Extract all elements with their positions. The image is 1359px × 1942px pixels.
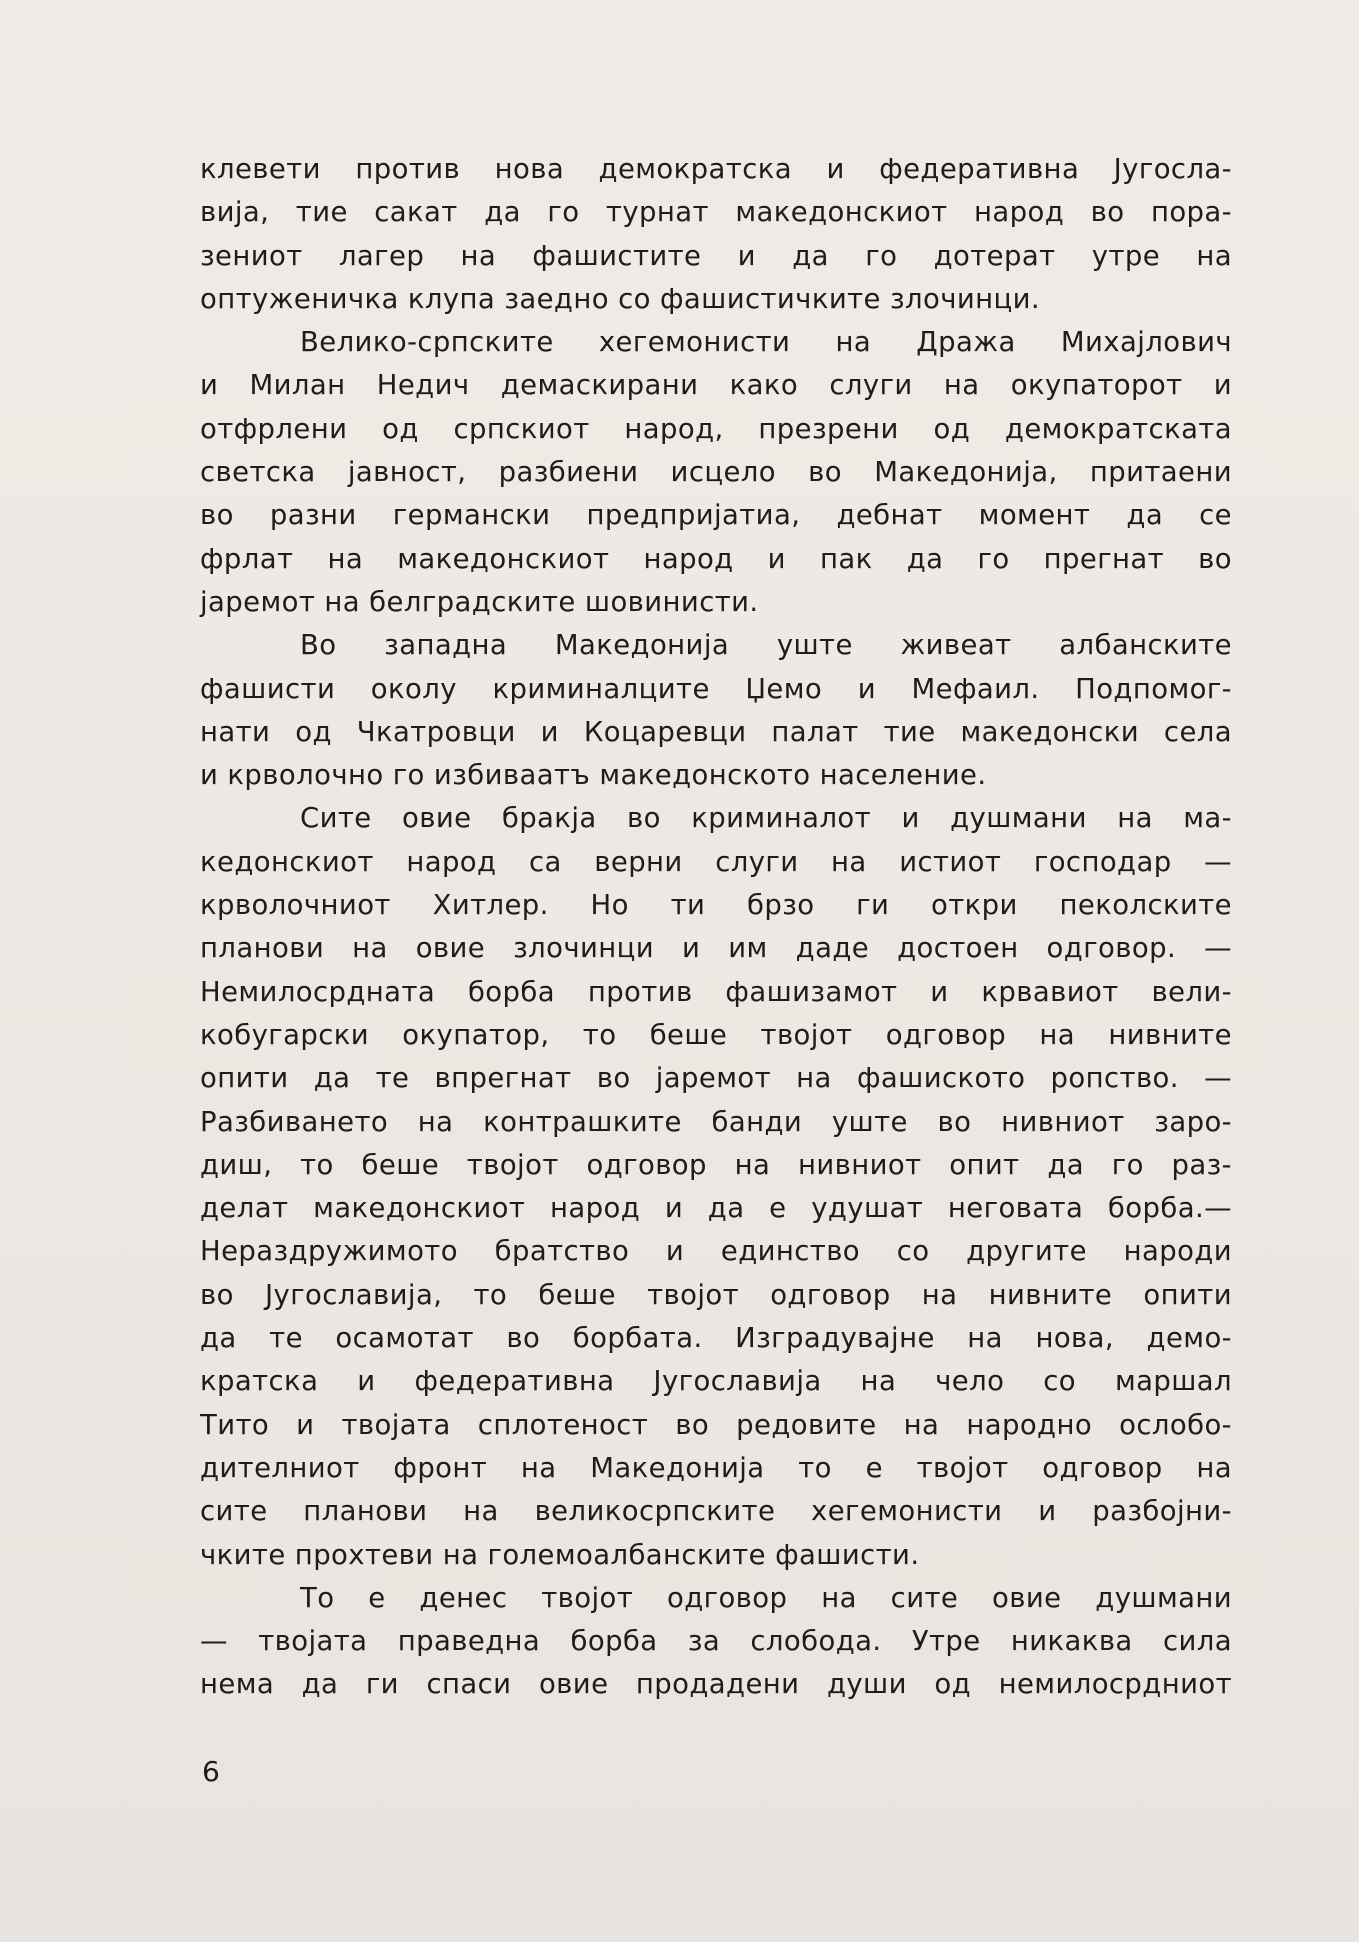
text-line: диш, то беше твојот одговор на нивниот опит да го раз-: [200, 1148, 1232, 1181]
text-line: вија, тие сакат да го турнат македонскиот народ во пора-: [200, 196, 1232, 229]
text-line: Сите овие бракја во криминалот и душмани на ма-: [300, 802, 1232, 835]
text-line: Во западна Македонија уште живеат албанските: [300, 629, 1232, 662]
text-line: фрлат на македонскиот народ и пак да го прегнат во: [200, 542, 1232, 575]
text-line: сите планови на великосрпските хегемонисти и разбојни-: [200, 1495, 1232, 1528]
text-line: јаремот на белградските шовинисти.: [200, 585, 759, 618]
text-line: и крволочно го избиваатъ македонското население.: [200, 759, 987, 792]
text-line: дителниот фронт на Македонија то е твојот одговор на: [200, 1451, 1232, 1484]
text-line: и Милан Недич демаскирани како слуги на окупаторот и: [200, 369, 1232, 402]
text-line: кедонскиот народ са верни слуги на истиот господар —: [200, 845, 1232, 878]
text-line: чките прохтеви на големоалбанските фашисти.: [200, 1538, 920, 1571]
text-line: фашисти околу криминалците Џемо и Мефаил. Подпомог-: [200, 672, 1232, 705]
text-line: нема да ги спаси овие продадени души од немилосрдниот: [200, 1668, 1232, 1701]
text-line: Велико-српските хегемонисти на Дража Михајлович: [300, 326, 1232, 359]
text-line: нати од Чкатровци и Коцаревци палат тие македонски села: [200, 715, 1232, 748]
text-line: Нераздружимото братство и единство со другите народи: [200, 1235, 1232, 1268]
text-line: во Југославија, то беше твојот одговор на нивните опити: [200, 1278, 1232, 1311]
text-line: во разни германски предпријатиа, дебнат момент да се: [200, 499, 1232, 532]
page-number: 6: [202, 1755, 220, 1788]
text-line: делат македонскиот народ и да е удушат неговата борба.—: [200, 1192, 1232, 1225]
text-line: зениот лагер на фашистите и да го дотерат утре на: [200, 239, 1232, 272]
text-line: Немилосрдната борба против фашизамот и крвавиот вели-: [200, 975, 1232, 1008]
text-line: оптуженичка клупа заедно со фашистичките злочинци.: [200, 282, 1041, 315]
text-line: кобугарски окупатор, то беше твојот одговор на нивните: [200, 1018, 1232, 1051]
text-line: да те осамотат во борбата. Изградувајне на нова, демо-: [200, 1322, 1232, 1355]
text-line: светска јавност, разбиени исцело во Македонија, притаени: [200, 456, 1232, 489]
text-line: Тито и твојата сплотеност во редовите на народно ослобо-: [200, 1408, 1232, 1441]
text-line: крволочниот Хитлер. Но ти брзо ги откри пеколските: [200, 889, 1232, 922]
text-line: — твојата праведна борба за слобода. Утре никаква сила: [200, 1625, 1232, 1658]
text-line: кратска и федеративна Југославија на чело со маршал: [200, 1365, 1232, 1398]
text-line: планови на овие злочинци и им даде достоен одговор. —: [200, 932, 1232, 965]
body-text: [200, 148, 1232, 1707]
text-line: Разбиването на контрашките банди уште во нивниот заро-: [200, 1105, 1232, 1138]
text-line: опити да те впрегнат во јаремот на фашиското ропство. —: [200, 1062, 1232, 1095]
text-line: То е денес твојот одговор на сите овие душмани: [300, 1581, 1232, 1614]
text-line: отфрлени од српскиот народ, презрени од демократската: [200, 412, 1232, 445]
text-line: клевети против нова демократска и федеративна Југосла-: [200, 153, 1232, 185]
